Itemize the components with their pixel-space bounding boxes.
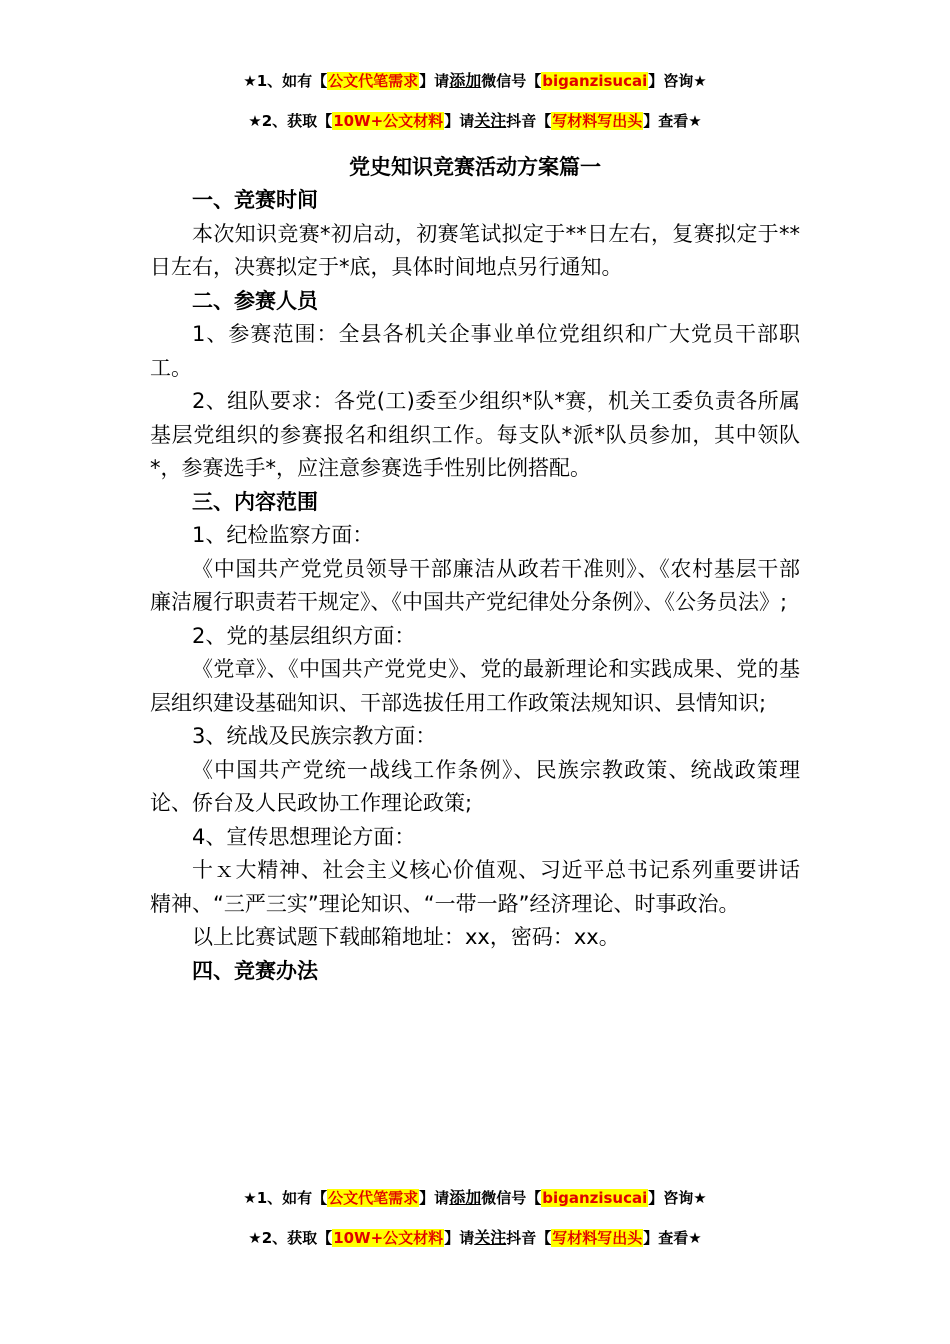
header-banner-line1 [0,70,950,92]
banner-underlined: 添加 [449,71,482,90]
banner-text: 】咨询★ [648,1189,707,1207]
banner-text: 】咨询★ [648,72,707,90]
paragraph: 1、参赛范围：全县各机关企事业单位党组织和广大党员干部职工。 [150,322,800,380]
section-heading: 四、竞赛办法 [192,958,318,983]
banner-highlight: 10W+公文材料 [333,1229,444,1247]
paragraph: 《中国共产党统一战线工作条例》、民族宗教政策、统战政策理论、侨台及人民政协工作理论政策; [150,757,800,815]
banner-text: 微信号【 [481,72,542,90]
paragraph: 2、组队要求：各党(工)委至少组织*队*赛，机关工委负责各所属基层党组织的参赛报名和组织工作。每支队*派*队员参加，其中领队*，参赛选手*，应注意参赛选手性别比例搭配。 [150,389,800,480]
section-heading: 二、参赛人员 [192,288,318,313]
banner-highlight: 公文代笔需求 [328,72,419,90]
banner-text: 】请 [444,1229,475,1247]
paragraph: 3、统战及民族宗教方面： [192,724,437,748]
banner-underlined: 关注 [474,1228,507,1247]
section-heading: 一、竞赛时间 [192,188,318,212]
banner-text: ★2、获取【 [248,112,333,130]
banner-underlined: 添加 [449,1188,482,1207]
document-body [150,150,800,988]
banner-highlight: 10W+公文材料 [333,112,444,130]
banner-text: 抖音【 [506,1229,552,1247]
paragraph: 2、党的基层组织方面： [192,623,416,648]
paragraph: 《党章》、《中国共产党党史》、党的最新理论和实践成果、党的基层组织建设基础知识、干部选拔任用工作政策法规知识、县情知识; [150,657,800,715]
header-banner-line2 [0,110,950,132]
banner-highlight: 公文代笔需求 [328,1189,419,1207]
banner-underlined: 关注 [474,111,507,130]
paragraph: 以上比赛试题下载邮箱地址：xx，密码：xx。 [192,925,620,949]
wechat-id-highlight: biganzisucai [542,72,648,90]
banner-text: 抖音【 [506,112,552,130]
paragraph: 十ｘ大精神、社会主义核心价值观、习近平总书记系列重要讲话精神、“三严三实”理论知识、“一带一路”经济理论、时事政治。 [150,858,800,916]
banner-text: 】请 [444,112,475,130]
footer-banner-line1 [0,1187,950,1209]
banner-text: ★2、获取【 [248,1229,333,1247]
banner-text: 】请 [419,1189,450,1207]
douyin-id-highlight: 写材料写出头 [552,112,643,130]
wechat-id-highlight: biganzisucai [542,1189,648,1207]
section-heading: 三、内容范围 [192,489,318,514]
paragraph: 4、宣传思想理论方面： [192,824,416,849]
document-blocks [150,184,800,988]
banner-text: ★1、如有【 [243,72,328,90]
paragraph: 1、纪检监察方面： [192,523,374,547]
paragraph: 本次知识竞赛*初启动，初赛笔试拟定于**日左右，复赛拟定于**日左右，决赛拟定于*底，具体时间地点另行通知。 [150,221,800,279]
banner-text: 】查看★ [643,1229,702,1247]
banner-text: 微信号【 [481,1189,542,1207]
banner-text: 】查看★ [643,112,702,130]
paragraph: 《中国共产党党员领导干部廉洁从政若干准则》、《农村基层干部廉洁履行职责若干规定》、《中国共产党纪律处分条例》、《公务员法》; [150,556,800,614]
document-title: 党史知识竞赛活动方案篇一 [349,155,601,179]
banner-text: 】请 [419,72,450,90]
footer-banner-line2 [0,1227,950,1249]
douyin-id-highlight: 写材料写出头 [552,1229,643,1247]
banner-text: ★1、如有【 [243,1189,328,1207]
